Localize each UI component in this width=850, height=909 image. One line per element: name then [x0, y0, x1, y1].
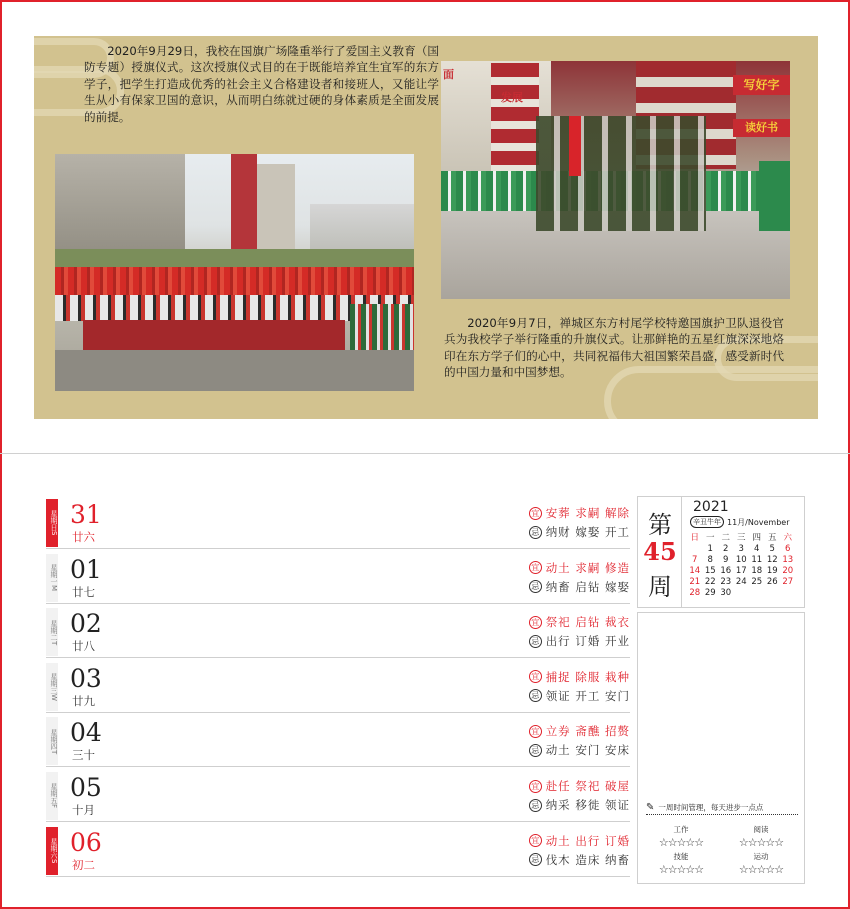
habit-reading[interactable] — [728, 824, 794, 849]
habit-work[interactable] — [648, 824, 714, 849]
yi-list: 赴任 祭祀 破屋 — [545, 779, 630, 793]
yi-badge-icon: 宜 — [529, 616, 542, 629]
weekday-label: 星期日S — [46, 499, 58, 547]
notes-panel[interactable] — [637, 612, 805, 884]
photo-flag-grant-ceremony — [55, 154, 414, 391]
weekday-label: 星期一M — [46, 554, 58, 602]
inauspicious-activities — [529, 633, 630, 649]
calendar-day[interactable]: 25 — [751, 577, 763, 587]
calendar-day[interactable]: 4 — [754, 544, 760, 554]
yi-badge-icon: 宜 — [529, 561, 542, 574]
auspicious-activities — [529, 669, 630, 685]
calendar-day[interactable]: 11 — [751, 555, 763, 565]
calendar-day[interactable]: 30 — [720, 588, 732, 598]
calendar-day[interactable]: 12 — [766, 555, 778, 565]
mini-calendar — [687, 499, 803, 598]
calendar-day — [749, 588, 765, 598]
calendar-day[interactable]: 1 — [707, 544, 713, 554]
calendar-day[interactable]: 17 — [735, 566, 747, 576]
ji-badge-icon: 忌 — [529, 526, 542, 539]
habit-label: 运动 — [753, 852, 769, 861]
calendar-day[interactable]: 16 — [720, 566, 732, 576]
ji-list: 纳畜 启钻 嫁娶 — [545, 579, 630, 594]
inauspicious-activities — [529, 797, 630, 813]
building — [55, 154, 185, 264]
weekday-label: 星期三W — [46, 663, 58, 711]
day-number: 03 — [70, 663, 102, 693]
star-rating[interactable]: ☆☆☆☆☆ — [738, 836, 784, 849]
ground — [55, 350, 414, 391]
mini-calendar-grid — [687, 531, 803, 598]
inauspicious-activities — [529, 688, 630, 704]
calendar-day[interactable]: 23 — [720, 577, 732, 587]
week-prefix: 第 — [648, 511, 672, 539]
calendar-day[interactable]: 6 — [785, 544, 791, 554]
weekday-label: 星期五F — [46, 772, 58, 820]
yi-badge-icon: 宜 — [529, 507, 542, 520]
weekday-header: 三 — [736, 533, 746, 543]
mini-calendar-month: 11月/November — [727, 517, 790, 527]
inauspicious-activities — [529, 852, 630, 868]
lunar-date: 三十 — [72, 748, 95, 763]
calendar-day[interactable]: 9 — [723, 555, 729, 565]
auspicious-activities — [529, 505, 630, 521]
week-number-value: 45 — [643, 537, 677, 566]
ji-badge-icon: 忌 — [529, 853, 542, 866]
calendar-day[interactable]: 26 — [766, 577, 778, 587]
yi-list: 捕捉 除服 栽种 — [545, 669, 630, 684]
day-row[interactable] — [46, 497, 630, 549]
day-number: 06 — [70, 827, 102, 857]
ji-list: 纳采 移徙 领证 — [545, 798, 630, 812]
divider — [646, 814, 798, 818]
day-row[interactable] — [46, 715, 630, 767]
inauspicious-activities — [529, 524, 630, 540]
calendar-day[interactable]: 2 — [723, 544, 729, 554]
lunar-date: 廿九 — [72, 693, 95, 708]
day-number: 04 — [70, 718, 102, 748]
red-table — [83, 320, 345, 350]
ji-badge-icon: 忌 — [529, 689, 542, 702]
day-number: 02 — [70, 609, 102, 639]
lunar-date: 十月 — [72, 803, 95, 817]
yi-list: 动土 出行 订婚 — [545, 833, 630, 848]
auspicious-activities — [529, 833, 630, 849]
mini-calendar-subtitle — [687, 516, 803, 528]
students-right — [759, 161, 790, 231]
weekday-label: 星期四T — [46, 717, 58, 765]
habit-skill[interactable] — [648, 851, 714, 876]
calendar-day[interactable]: 15 — [704, 566, 716, 576]
pen-icon: ✎ — [646, 802, 655, 813]
ganzhi-badge: 辛丑牛年 — [690, 516, 724, 528]
day-row[interactable] — [46, 661, 630, 713]
calendar-day[interactable]: 22 — [704, 577, 716, 587]
weekday-header: 二 — [721, 533, 730, 543]
habit-label: 阅读 — [753, 825, 769, 834]
weekday-label: 星期二T — [46, 608, 58, 656]
yi-badge-icon: 宜 — [529, 780, 542, 793]
red-flags-crowd — [55, 267, 414, 295]
habit-label: 技能 — [673, 852, 689, 861]
yi-badge-icon: 宜 — [529, 670, 542, 683]
calendar-day — [687, 544, 703, 554]
ji-badge-icon: 忌 — [529, 799, 542, 812]
calendar-day — [734, 588, 750, 598]
photo-honor-guard — [441, 61, 790, 299]
auspicious-activities — [529, 778, 630, 794]
star-rating[interactable]: ☆☆☆☆☆ — [658, 836, 704, 849]
auspicious-activities — [529, 723, 630, 739]
photo-panel — [34, 36, 818, 419]
calendar-day[interactable]: 19 — [766, 566, 778, 576]
calendar-day[interactable]: 3 — [738, 544, 744, 554]
day-number: 31 — [70, 500, 102, 529]
calendar-day — [765, 588, 781, 598]
lunar-date: 廿七 — [72, 584, 95, 599]
weekday-header: 六 — [783, 533, 792, 543]
weekday-header: 五 — [767, 533, 777, 543]
star-rating[interactable]: ☆☆☆☆☆ — [658, 863, 704, 876]
star-rating[interactable]: ☆☆☆☆☆ — [738, 863, 784, 876]
wall-sign: 发展 — [501, 91, 523, 104]
red-flag — [569, 116, 581, 176]
yi-list: 立券 斋醮 招赘 — [545, 724, 630, 739]
week-suffix: 周 — [648, 573, 672, 601]
lunar-date: 初二 — [72, 857, 95, 872]
yi-list: 安葬 求嗣 解除 — [545, 506, 630, 520]
day-row[interactable] — [46, 770, 630, 822]
calendar-day[interactable]: 27 — [782, 577, 794, 587]
sign-write-well: 写好字 — [733, 75, 790, 95]
yi-list: 祭祀 启钻 裁衣 — [545, 615, 630, 630]
calendar-day[interactable]: 13 — [782, 555, 794, 565]
calendar-day[interactable]: 14 — [689, 566, 701, 576]
weekday-header: 日 — [690, 533, 699, 543]
calendar-day[interactable]: 8 — [707, 555, 713, 565]
mini-calendar-year: 2021 — [693, 499, 729, 515]
habit-exercise[interactable] — [728, 851, 794, 876]
yi-list: 动土 求嗣 修造 — [545, 560, 630, 575]
calendar-day[interactable]: 10 — [735, 555, 747, 565]
weekday-label: 星期六S — [46, 827, 58, 875]
ji-badge-icon: 忌 — [529, 635, 542, 648]
calendar-day[interactable]: 20 — [782, 566, 794, 576]
paragraph-flag-ceremony: 2020年9月29日，我校在国旗广场隆重举行了爱国主义教育（国防专题）授旗仪式。这次授旗仪式目的在于既能培养宜生宜军的东方学子，把学生打造成优秀的社会主义合格建设者和接班人，又能让学生从小有保家卫国的意识，从而明白练就过硬的身体素质是全面发展的前提。 — [84, 44, 439, 124]
calendar-day — [780, 588, 796, 598]
ji-list: 领证 开工 安门 — [545, 688, 630, 703]
sign-read-well: 读好书 — [733, 119, 790, 137]
habit-tracker-caption: 一周时间管理，每天进步一点点 — [658, 803, 764, 812]
auspicious-activities — [529, 614, 630, 630]
ji-list: 动土 安门 安床 — [545, 743, 630, 758]
inauspicious-activities — [529, 742, 630, 758]
inauspicious-activities — [529, 579, 630, 595]
calendar-day[interactable]: 5 — [769, 544, 775, 554]
habit-label: 工作 — [673, 825, 689, 834]
calendar-day[interactable]: 29 — [704, 588, 716, 598]
yi-badge-icon: 宜 — [529, 725, 542, 738]
calendar-day[interactable]: 28 — [689, 588, 701, 598]
day-number: 05 — [70, 773, 102, 802]
day-number: 01 — [70, 554, 102, 584]
ji-list: 出行 订婚 开业 — [545, 634, 630, 649]
weekday-header: 一 — [705, 533, 715, 543]
ji-list: 纳财 嫁娶 开工 — [545, 525, 630, 539]
honor-guard — [536, 116, 706, 231]
paragraph-flag-raising: 2020年9月7日，禅城区东方村尾学校特邀国旗护卫队退役官兵为我校学子举行隆重的升旗仪式。让那鲜艳的五星红旗深深地烙印在东方学子们的心中，共同祝福伟大祖国繁荣昌盛，感受新时代的中国力量和中国梦想。 — [444, 316, 784, 380]
calendar-day[interactable]: 21 — [689, 577, 701, 587]
ji-badge-icon: 忌 — [529, 580, 542, 593]
calendar-day[interactable]: 18 — [751, 566, 763, 576]
calendar-day[interactable]: 7 — [692, 555, 698, 565]
day-row[interactable] — [46, 825, 630, 877]
yi-badge-icon: 宜 — [529, 834, 542, 847]
auspicious-activities — [529, 560, 630, 576]
week-panel — [637, 496, 805, 608]
day-row[interactable] — [46, 552, 630, 604]
day-row[interactable] — [46, 606, 630, 658]
week-number — [638, 497, 682, 607]
habit-tracker-title — [646, 802, 763, 813]
wall-sign: 面 — [443, 68, 454, 81]
lunar-date: 廿八 — [72, 639, 95, 654]
red-balconies — [491, 63, 539, 175]
weekday-header: 四 — [752, 533, 761, 543]
ji-badge-icon: 忌 — [529, 744, 542, 757]
lunar-date: 廿六 — [72, 530, 95, 544]
ji-list: 伐木 造床 纳畜 — [545, 852, 630, 867]
calendar-day[interactable]: 24 — [735, 577, 747, 587]
